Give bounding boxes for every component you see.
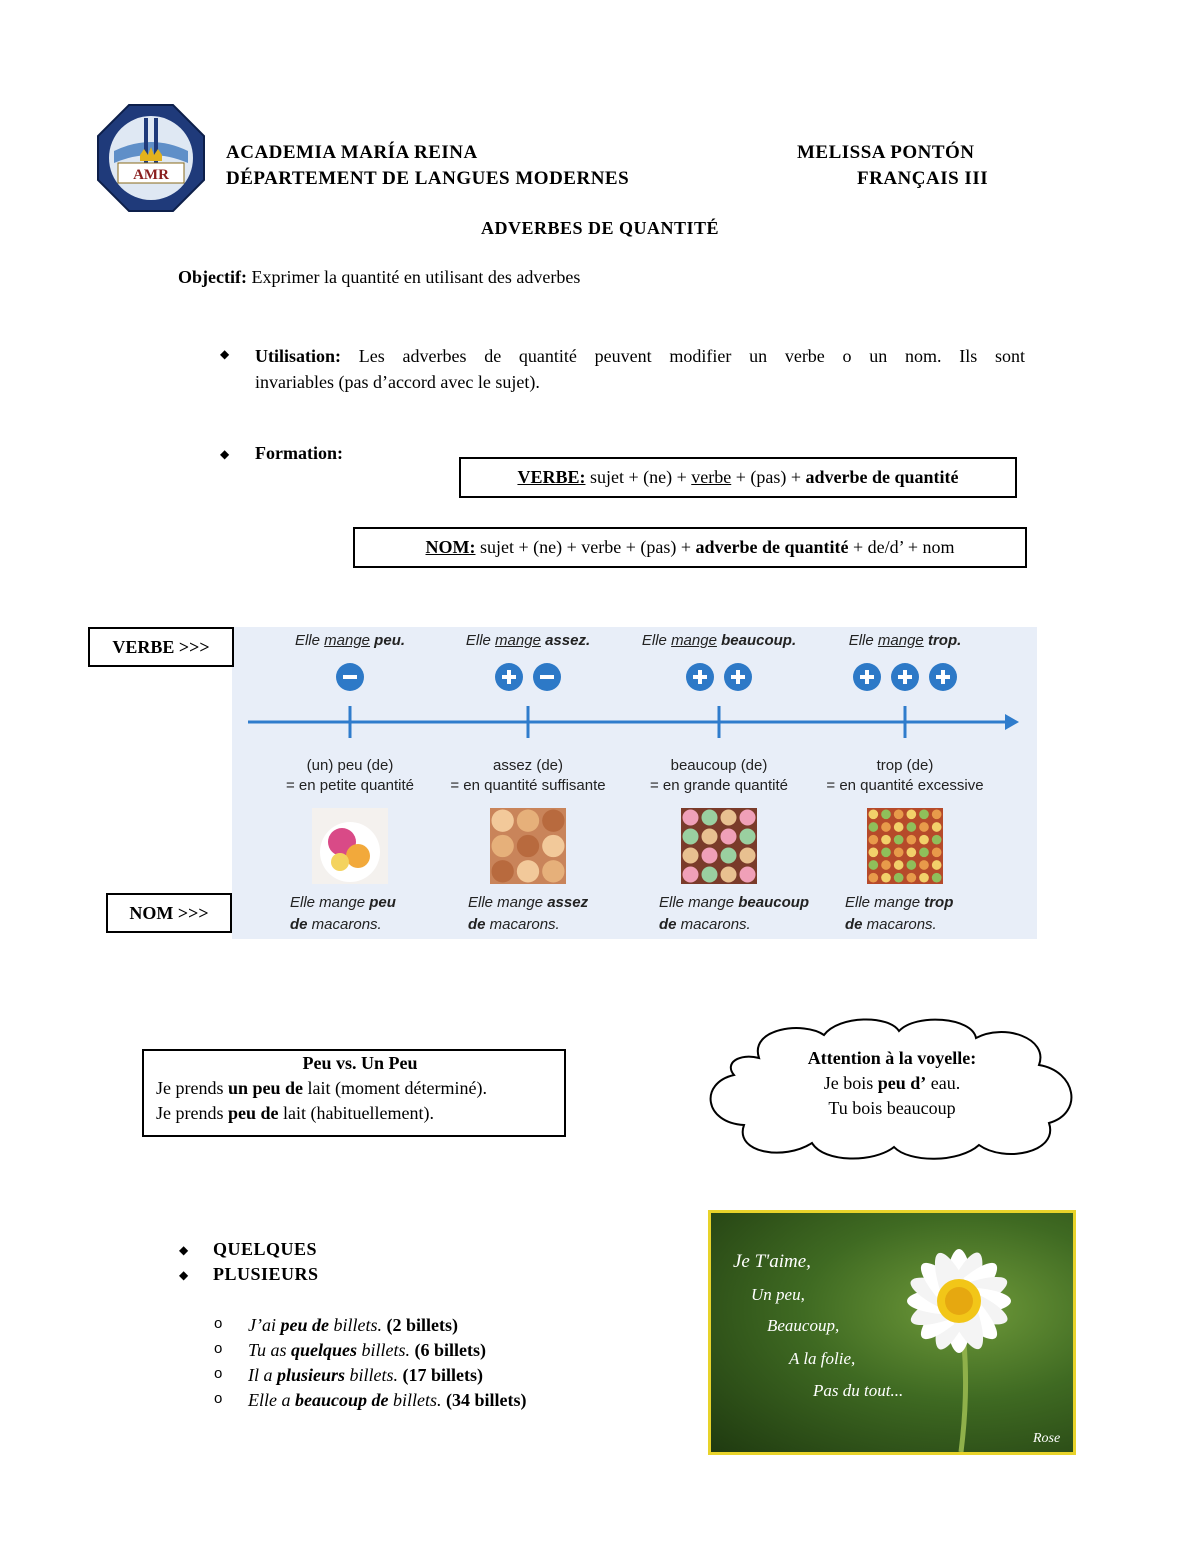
utilisation-label: Utilisation: <box>255 346 342 366</box>
bullet-icon: ◆ <box>220 347 230 361</box>
poem-line: A la folie, <box>789 1349 856 1368</box>
quantity-term: beaucoup (de) <box>670 757 768 774</box>
example-sentence <box>248 1315 458 1336</box>
line-text: lait (habituellement). <box>278 1103 434 1123</box>
plus-icon <box>723 662 753 692</box>
formula-adverb: adverbe de quantité <box>695 537 849 557</box>
example-count: (2 billets) <box>381 1315 458 1335</box>
example-text: Elle mange <box>290 894 370 911</box>
cloud-text <box>744 1046 1040 1121</box>
quantity-term: trop (de) <box>876 757 934 774</box>
example-sentence <box>248 1340 486 1361</box>
nom-example <box>845 892 1035 936</box>
peu-box-line2 <box>156 1101 564 1126</box>
example-de: de <box>468 916 486 933</box>
minus-icon <box>532 662 562 692</box>
poem-line: Un peu, <box>751 1285 805 1304</box>
list-item-quelques: QUELQUES <box>213 1239 318 1259</box>
formation-label: Formation: <box>255 443 343 463</box>
example-adverb: trop. <box>923 632 962 649</box>
example-count: (17 billets) <box>398 1365 484 1385</box>
quantity-term: (un) peu (de) <box>306 757 394 774</box>
example-text: Elle <box>641 632 672 649</box>
example-count: (34 billets) <box>441 1390 527 1410</box>
plus-icon <box>852 662 882 692</box>
example-sentence <box>248 1365 483 1386</box>
example-text: Elle mange <box>659 894 739 911</box>
example-de: de <box>659 916 677 933</box>
verbe-formula-box <box>459 457 1017 498</box>
example-text: billets. <box>388 1390 442 1410</box>
example-text: Elle mange <box>845 894 925 911</box>
line-text: Je prends <box>156 1078 228 1098</box>
poem-line: Je T'aime, <box>733 1251 811 1272</box>
example-text: billets. <box>328 1315 382 1335</box>
example-text: macarons. <box>676 916 751 933</box>
quantity-term: assez (de) <box>492 757 564 774</box>
example-adverb: trop <box>924 894 954 911</box>
example-adverb: peu <box>369 894 396 911</box>
cloud-line2: Tu bois beaucoup <box>828 1098 956 1118</box>
line-text: Je prends <box>156 1103 228 1123</box>
example-text: Elle a <box>248 1390 295 1410</box>
macarons-enough-photo <box>490 808 566 884</box>
quantity-meaning: = en quantité suffisante <box>450 777 606 794</box>
line-bold: peu de <box>227 1103 279 1123</box>
verbe-tag: VERBE >>> <box>88 627 234 667</box>
bullet-icon: ◆ <box>220 447 230 461</box>
utilisation-line2: invariables (pas d’accord avec le sujet). <box>255 372 540 392</box>
objective-label: Objectif: <box>178 267 247 287</box>
example-adverb: assez <box>547 894 589 911</box>
plus-icon <box>890 662 920 692</box>
example-text: billets. <box>357 1340 411 1360</box>
nom-formula-label: NOM: <box>425 537 476 557</box>
course-name: FRANÇAIS III <box>857 168 989 189</box>
quantity-meaning: = en petite quantité <box>285 777 415 794</box>
department-name: DÉPARTEMENT DE LANGUES MODERNES <box>226 168 630 189</box>
formula-text: + (pas) + <box>731 467 806 487</box>
example-text: Elle <box>294 632 325 649</box>
nom-tag: NOM >>> <box>106 893 232 933</box>
example-adverb: plusieurs <box>277 1365 346 1385</box>
bullet-icon: ◆ <box>179 1243 189 1257</box>
minus-icon <box>335 662 365 692</box>
page-title: ADVERBES DE QUANTITÉ <box>480 218 720 238</box>
macarons-many-photo <box>681 808 757 884</box>
example-de: de <box>290 916 308 933</box>
example-verb: mange <box>877 632 924 649</box>
example-text: macarons. <box>862 916 937 933</box>
quantity-meaning: = en grande quantité <box>649 777 789 794</box>
utilisation-line1: Les adverbes de quantité peuvent modifier un verbe o un nom. Ils sont <box>358 346 1026 366</box>
example-adverb: peu. <box>370 632 406 649</box>
example-text: macarons. <box>485 916 560 933</box>
poem-line: Beaucoup, <box>767 1316 840 1335</box>
school-logo <box>96 103 206 213</box>
daisy-picture <box>708 1210 1076 1455</box>
quantity-meaning: = en quantité excessive <box>826 777 984 794</box>
sub-bullet-icon: o <box>214 1365 223 1382</box>
example-verb: mange <box>324 632 371 649</box>
example-adverb: beaucoup. <box>716 632 797 649</box>
utilisation-paragraph <box>255 343 1025 395</box>
daisy-flower-icon <box>711 1213 1073 1452</box>
plus-icon <box>928 662 958 692</box>
objective <box>178 267 580 288</box>
sub-bullet-icon: o <box>214 1390 223 1407</box>
formula-text: sujet + (ne) + <box>585 467 692 487</box>
example-de: de <box>845 916 863 933</box>
example-adverb: assez. <box>540 632 591 649</box>
quantity-axis <box>232 700 1037 750</box>
teacher-name: MELISSA PONTÓN <box>797 142 975 163</box>
example-text: Il a <box>248 1365 277 1385</box>
plus-icon <box>494 662 524 692</box>
bullet-icon: ◆ <box>179 1268 189 1282</box>
verbe-example <box>785 632 1025 649</box>
line-bold: peu d’ <box>877 1073 927 1093</box>
peu-vs-un-peu-box <box>142 1049 566 1137</box>
example-adverb: beaucoup <box>738 894 810 911</box>
example-adverb: peu de <box>280 1315 329 1335</box>
plus-icon <box>685 662 715 692</box>
example-text: Elle <box>465 632 496 649</box>
cloud-title: Attention à la voyelle: <box>807 1048 977 1068</box>
macarons-few-photo <box>312 808 388 884</box>
example-text: J’ai <box>248 1315 281 1335</box>
example-text: macarons. <box>307 916 382 933</box>
line-bold: un peu de <box>227 1078 304 1098</box>
objective-text: Exprimer la quantité en utilisant des adverbes <box>246 267 581 287</box>
nom-example <box>290 892 480 936</box>
formula-text: sujet + (ne) + verbe + (pas) + <box>475 537 696 557</box>
sub-bullet-icon: o <box>214 1340 223 1357</box>
example-verb: mange <box>495 632 541 649</box>
example-text: Elle mange <box>468 894 548 911</box>
example-adverb: beaucoup de <box>295 1390 389 1410</box>
poem-line: Pas du tout... <box>813 1381 904 1400</box>
logo-text: AMR <box>133 167 169 183</box>
line-text: Je bois <box>823 1073 878 1093</box>
nom-example <box>468 892 658 936</box>
example-count: (6 billets) <box>410 1340 487 1360</box>
example-text: Elle <box>848 632 878 649</box>
example-verb: mange <box>671 632 717 649</box>
sub-bullet-icon: o <box>214 1315 223 1332</box>
cloud-line1 <box>744 1071 1040 1096</box>
line-text: lait (moment déterminé). <box>303 1078 487 1098</box>
formula-verb: verbe <box>691 467 732 487</box>
formula-adverb: adverbe de quantité <box>805 467 959 487</box>
macarons-too-many-photo <box>867 808 943 884</box>
example-text: billets. <box>345 1365 399 1385</box>
list-item-plusieurs: PLUSIEURS <box>213 1264 319 1284</box>
example-text: Tu as <box>248 1340 292 1360</box>
formula-text: + de/d’ + nom <box>848 537 955 557</box>
example-sentence <box>248 1390 527 1411</box>
peu-box-line1 <box>156 1076 564 1101</box>
school-name: ACADEMIA MARÍA REINA <box>226 142 478 163</box>
verbe-formula-label: VERBE: <box>517 467 586 487</box>
nom-formula-box <box>353 527 1027 568</box>
line-text: eau. <box>926 1073 961 1093</box>
peu-box-title: Peu vs. Un Peu <box>302 1053 418 1073</box>
example-adverb: quelques <box>291 1340 358 1360</box>
signature: Rose <box>1033 1431 1061 1446</box>
nom-example <box>659 892 849 936</box>
